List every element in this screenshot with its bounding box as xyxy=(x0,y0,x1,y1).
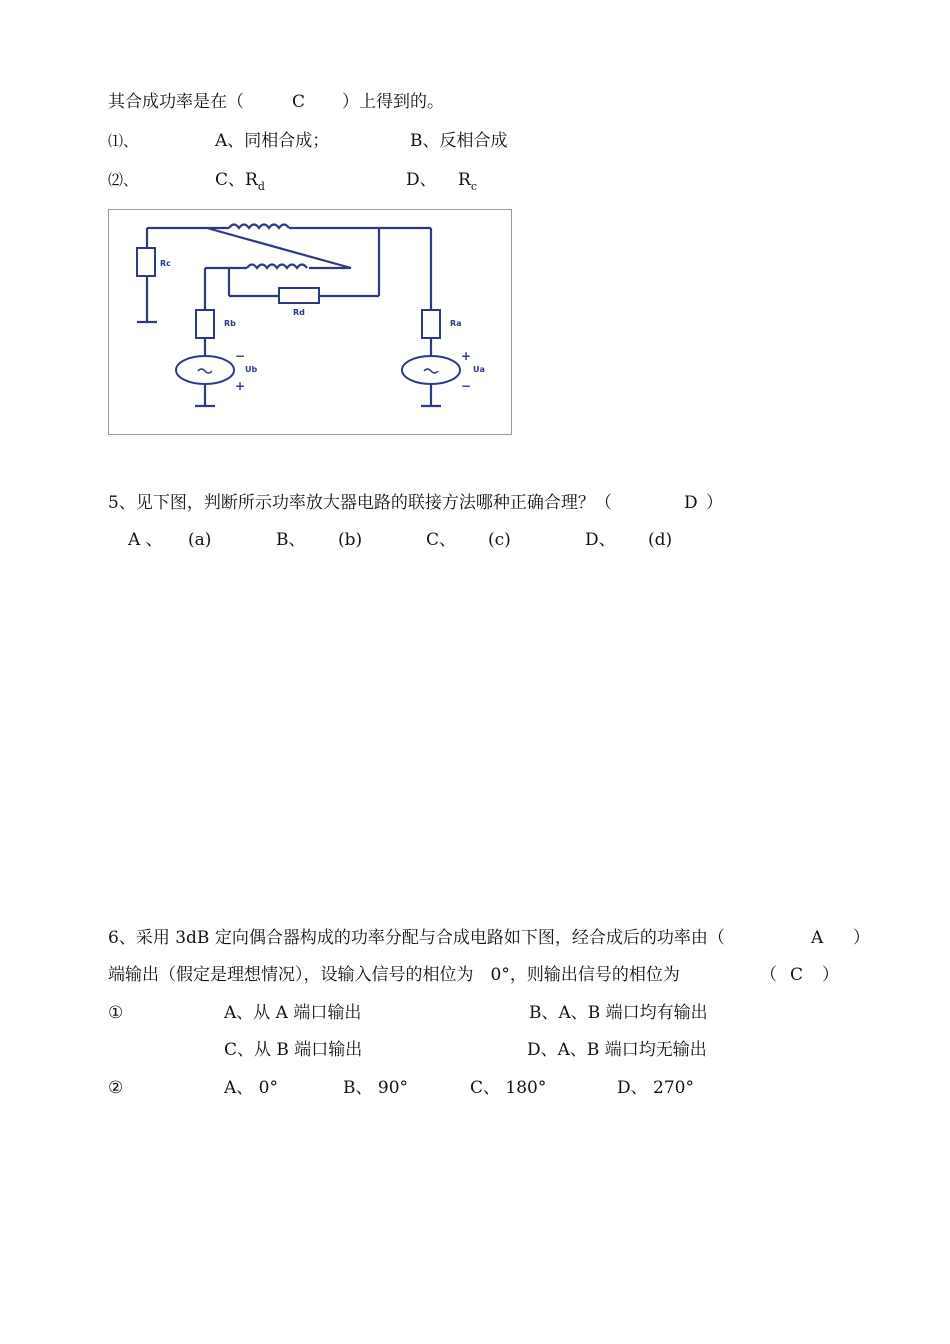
q4-sub1-label: ⑴、 xyxy=(108,132,139,150)
label-rc: Rc xyxy=(160,259,171,268)
q6-close1: ） xyxy=(853,928,870,948)
q4-answer: C xyxy=(292,92,306,112)
q4-sub2-label: ⑵、 xyxy=(108,171,139,189)
q6-sub2-option-c: C、 180° xyxy=(470,1078,547,1098)
q6-sub1-option-a: A、从 A 端口输出 xyxy=(224,1003,362,1023)
q5-option-b-value: (b) xyxy=(338,530,363,550)
label-rb: Rb xyxy=(224,319,236,328)
q6-sub2-label: ② xyxy=(108,1078,124,1098)
resistor-ra xyxy=(422,310,440,338)
q4-option-c: C、$R_d$ xyxy=(215,170,265,193)
q6-sub2-option-a: A、 0° xyxy=(224,1078,278,1098)
q4-option-d: $R_c$ xyxy=(458,170,477,193)
q6-sub1-option-d: D、A、B 端口均无输出 xyxy=(527,1040,707,1060)
q4-option-d-prefix: D、 xyxy=(406,170,437,190)
label-ua: Ua xyxy=(473,365,485,374)
q5-question: 5、见下图，判断所示功率放大器电路的联接方法哪种正确合理？（ xyxy=(108,493,612,513)
q5-option-d-letter: D、 xyxy=(585,530,616,550)
resistor-rc xyxy=(137,248,155,276)
q5-option-b-letter: B、 xyxy=(276,530,306,550)
label-ub: Ub xyxy=(245,365,258,374)
q6-open2: （ xyxy=(760,965,777,985)
q6-sub2-option-b: B、 90° xyxy=(343,1078,409,1098)
q6-answer1: A xyxy=(811,928,824,948)
q6-answer2: C xyxy=(790,965,804,985)
q5-option-c-value: (c) xyxy=(488,530,511,550)
q4-prompt xyxy=(108,92,244,112)
q6-sub2-option-d: D、 270° xyxy=(617,1078,694,1098)
q5-option-c-letter: C、 xyxy=(426,530,457,550)
power-combiner-circuit-diagram xyxy=(108,209,512,435)
label-ua-plus: + xyxy=(461,349,472,363)
q5-answer: D xyxy=(684,493,698,513)
q4-option-a: A、同相合成； xyxy=(215,131,330,151)
q6-line1: 6、采用 3dB 定向偶合器构成的功率分配与合成电路如下图，经合成后的功率由（ xyxy=(108,928,725,948)
q4-option-b: B、反相合成 xyxy=(410,131,508,151)
label-ra: Ra xyxy=(450,319,462,328)
q6-sub1-option-c: C、从 B 端口输出 xyxy=(224,1040,363,1060)
q5-option-a-value: (a) xyxy=(188,530,212,550)
label-rd: Rd xyxy=(293,308,305,317)
label-ub-plus: + xyxy=(235,379,246,393)
q6-line2: 端输出（假定是理想情况），设输入信号的相位为 0°，则输出信号的相位为 xyxy=(108,965,680,985)
q5-close: ） xyxy=(706,493,723,513)
q6-sub1-option-b: B、A、B 端口均有输出 xyxy=(529,1003,708,1023)
q5-option-d-value: (d) xyxy=(648,530,673,550)
q6-close2: ） xyxy=(822,965,839,985)
q4-prompt-prefix: 其合成功率是在（ xyxy=(108,92,244,112)
q4-prompt-suffix: ）上得到的。 xyxy=(342,92,444,112)
resistor-rb xyxy=(196,310,214,338)
q6-sub1-label: ① xyxy=(108,1003,124,1023)
label-ub-minus: − xyxy=(235,349,246,363)
q5-option-a-letter: A 、 xyxy=(128,530,163,550)
label-ua-minus: − xyxy=(461,379,472,393)
resistor-rd xyxy=(279,288,319,303)
